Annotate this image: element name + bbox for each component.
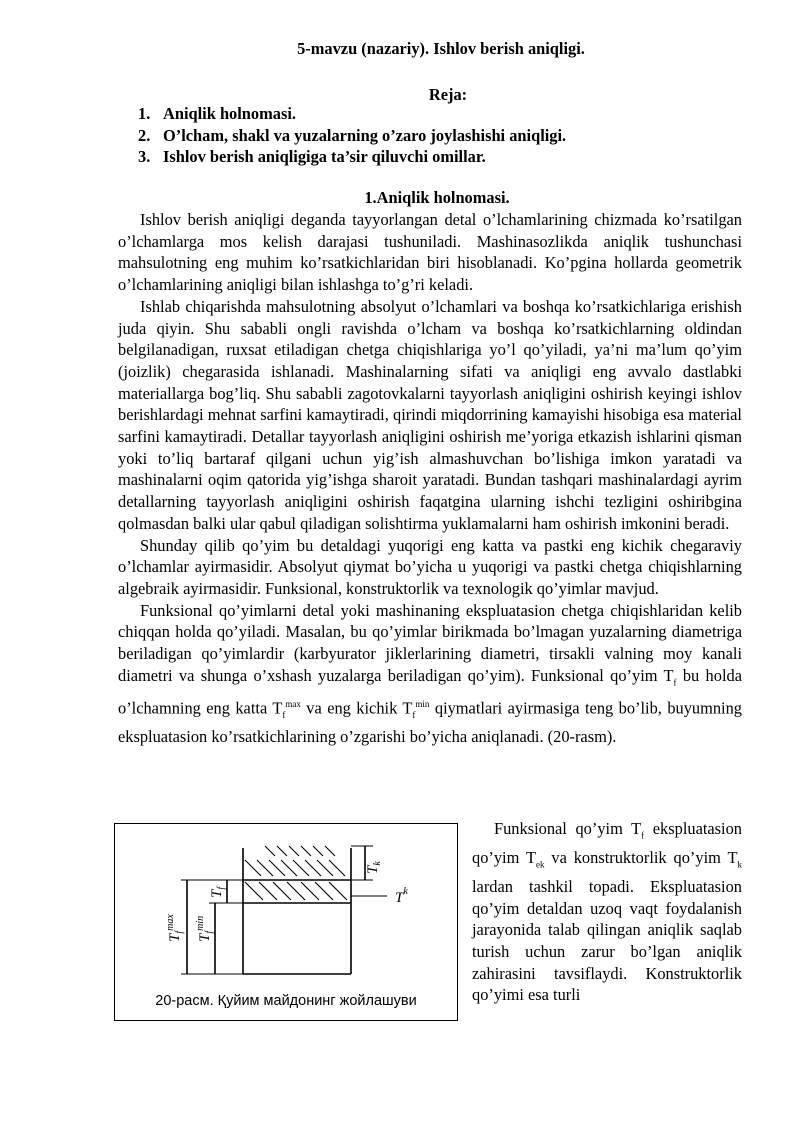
lower-block	[118, 818, 742, 1025]
body-text	[118, 209, 742, 748]
text-run: Funksional qo’yim T	[494, 819, 642, 838]
superscript: min	[415, 698, 430, 709]
plan-item	[138, 146, 566, 168]
text-run: va eng kichik T	[300, 698, 413, 718]
plan-heading-text: Reja:	[428, 85, 468, 104]
plan-item	[138, 125, 566, 147]
subscript: f	[282, 709, 286, 720]
label-tek: $T^k$	[395, 886, 408, 906]
subscript: f	[412, 709, 416, 720]
label-tfmax: $T_f^{max}$	[165, 914, 185, 942]
subscript: k	[737, 859, 742, 870]
plan-item-text: O’lcham, shakl va yuzalarning o’zaro joylashishi aniqligi.	[163, 125, 567, 145]
subscript: f	[641, 830, 645, 841]
text-run: Funksional qo’yimlarni detal yoki mashinaning ekspluatasion chetga chiqishlaridan kelib chiqqan holda qo’yiladi. Masalan, bu qo’yimlar birikmada bo’lmagan yuzalarning diametriga beriladigan qo’yimlardir (karbyurator jiklerlarining diametri, tirsakli valning moy kanali diametri va shunga o’xshash yuzalarga beriladigan qo’yim). Funksional qo’yim T	[118, 600, 742, 685]
label-tfmin: $T_f^{min}$	[195, 915, 215, 942]
text-run: qiymatlari ayirmasiga teng bo’lib, buyumning ekspluatasion ko’rsatkichlarining o’zgarishi bo’yicha aniqlanadi. (20-rasm).	[118, 698, 742, 747]
plan-item-text: Aniqlik holnomasi.	[163, 104, 296, 123]
plan-item-number: 1.	[138, 104, 151, 123]
subscript: f	[673, 677, 677, 688]
section-heading-text: 1.Aniqlik holnomasi.	[364, 188, 510, 207]
paragraph	[118, 600, 742, 748]
paragraph: Ishlov berish aniqligi deganda tayyorlangan detal o’lchamlarining chizmada ko’rsatilgan o’lchamlarga mos kelish darajasi tushuniladi. Mashinasozlikda aniqlik tushunchasi mahsulotning eng muhim ko’rsatkichlaridan biri hisoblanadi. Ko’pgina hollarda geometrik o’lchamlarining aniqligi bilan ishlashga to’g’ri keladi.	[118, 210, 742, 295]
plan-item-number: 3.	[138, 147, 151, 167]
text-run: lardan tashkil topadi. Ekspluatasion qo’yim detaldan uzoq vaqt foydalanish jarayonida talab qilingan aniqlik saqlab turish uchun zarur bo’lgan aniqlik zahirasini tavsiflaydi. Konstruktorlik qo’yimi esa turli	[472, 876, 742, 1005]
plan-item	[138, 103, 566, 125]
label-tf: $T_f$	[209, 886, 227, 898]
plan-list	[138, 103, 566, 168]
paragraph: Shunday qilib qo’yim bu detaldagi yuqorigi eng katta va pastki eng kichik chegaraviy o’lchamlar ayirmasidir. Absolyut qiymat bo’yicha u yuqorigi va pastki chetga chiqishlarning algebraik ayirmasidir. Funksional, konstruktorlik va texnologik qo’yimlar mavjud.	[118, 535, 742, 598]
page-title	[118, 38, 742, 60]
text-run: ekspluatasion qo’yim T	[472, 819, 742, 867]
plan-item-number: 2.	[138, 125, 151, 145]
plan-item-text: Ishlov berish aniqligiga ta’sir qiluvchi omillar.	[163, 147, 486, 167]
text-run: bu holda o’lchamning eng katta T	[118, 665, 742, 718]
subscript: ek	[535, 859, 545, 870]
title-text: 5-mavzu (nazariy). Ishlov berish aniqligi.	[297, 39, 585, 58]
paragraph: Ishlab chiqarishda mahsulotning absolyut o’lchamlari va boshqa ko’rsatkichlariga erishish juda qiyin. Shu sababli ongli ravishda o’lcham va boshqa ko’rsatkichlarning oldindan belgilanadigan, ruxsat etiladigan chetga chiqishlariga yo’l qo’yiladi, ya’ni ma’lum qo’yim (joizlik) chegarasida ishlanadi. Mashinalarning sifati va aniqligi eng avvalo dastlabki materiallarga bog’liq. Shu sababli zagotovkalarni tayyorlash aniqligini oshirish keyingi ishlov berishlardagi mehnat sarfini kamaytiradi, qirindi miqdorrining kamayishi hisobiga esa material sarfini kamaytiradi. Detallar tayyorlash aniqligini oshirish me’yoriga etkazish ishlarini qisman yoki to’liq bartaraf qilgani uchun yig’ish almashuvchan bo’lishiga imkon yaratadi va mashinalarni oqim qatorida yig’ishga sharoit yaratadi. Bundan tashqari mashinalardagi ayrim detallarning tayyorlash aniqligini oshirish faqatgina ularning ishchi tezligini oshiribgina qolmasdan balki ular qabul qiladigan solishtirma yuklamalarni ham oshirish imkonini beradi.	[118, 296, 742, 533]
superscript: max	[285, 698, 301, 709]
text-run: va konstruktorlik qo’yim T	[544, 847, 738, 867]
hatching-top	[245, 846, 347, 900]
figure-20	[114, 823, 458, 1021]
label-tk: $T_k$	[365, 861, 383, 874]
section-heading	[118, 187, 742, 209]
figure-caption: 20-расм. Қуйим майдонинг жойлашуви	[155, 993, 417, 1010]
